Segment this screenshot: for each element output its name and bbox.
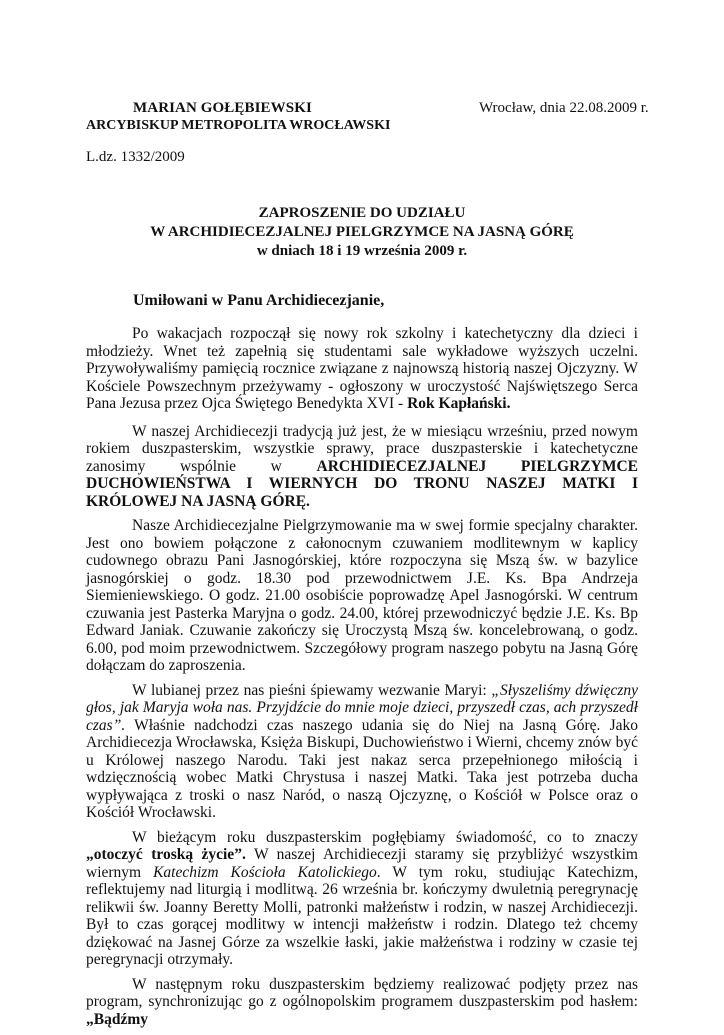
sender-name: MARIAN GOŁĘBIEWSKI [133,100,312,116]
paragraph-3 [86,517,638,675]
paragraph-5-italic: Katechizm Kościoła Katolickiego [153,863,377,881]
place-date: Wrocław, dnia 22.08.2009 r. [479,100,649,116]
title-line-1: ZAPROSZENIE DO UDZIAŁU [258,205,466,221]
paragraph-5-text-b: W naszej Archidiecezji staramy się przybliżyć wszystkim wiernym [86,846,638,881]
title-line-2: W ARCHIDIECEZJALNEJ PIELGRZYMCE NA JASNĄ GÓRĘ [150,224,574,240]
paragraph-6-text: W następnym roku duszpasterskim będziemy realizować podjęty przez nas program, synchronizując go z ogólnopolskim programem duszpasterskim pod hasłem: [86,975,638,1010]
paragraph-4-song-quote: „Słyszeliśmy dźwięczny głos, jak Maryja woła nas. Przyjdźcie do mnie moje dzieci, przyszedł czas, ach przyszedł czas”. [86,681,638,734]
paragraph-6-bold: „Bądźmy [86,1010,148,1028]
title-line-3: w dniach 18 i 19 września 2009 r. [256,243,468,259]
sender-title: ARCYBISKUP METROPOLITA WROCŁAWSKI [86,118,391,133]
paragraph-2-text: W naszej Archidiecezji tradycją już jest, że w miesiącu wrześniu, przed nowym rokiem duszpasterskim, wszystkie sprawy, prace duszpasterskie i katechetyczne zanosimy wspólnie w [86,422,638,475]
paragraph-2 [86,423,638,511]
paragraph-1-bold: Rok Kapłański. [407,395,511,412]
paragraph-5-text-a: W bieżącym roku duszpasterskim pogłębiamy świadomość, co to znaczy [132,828,638,846]
paragraph-5-text-c: . W tym roku, studiując Katechizm, reflektujemy nad liturgią i modlitwą. 26 września br. kończymy dwuletnią peregrynację relikwii św. Joanny Beretty Molli, patronki małżeństw i rodzin, w naszej Archidiecezji. Był to czas gorącej modlitwy w intencji małżeństw i rodzin. Dlatego też chcemy dziękować na Jasnej Górze za wszelkie łaski, jakie małżeństwa i rodziny w czasie tej peregrynacji otrzymały. [86,863,638,968]
paragraph-3-text: Nasze Archidiecezjalne Pielgrzymowanie ma w swej formie specjalny charakter. Jest ono bowiem połączone z całonocnym czuwaniem modlitewnym w kaplicy cudownego obrazu Pani Jasnogórskiej, które rozpoczyna się Mszą św. w bazylice jasnogórskiej o godz. 18.30 pod przewodnictwem J.E. Ks. Bpa Andrzeja Siemieniewskiego. O godz. 21.00 osobiście poprowadzę Apel Jasnogórski. W centrum czuwania jest Pasterka Maryjna o godz. 24.00, której przewodniczyć będzie J.E. Ks. Bp Edward Janiak. Czuwanie zakończy się Uroczystą Mszą św. koncelebrowaną, o godz. 6.00, pod moim przewodnictwem. Szczegółowy program naszego pobytu na Jasną Górę dołączam do zaproszenia. [86,517,638,674]
paragraph-2-bold: ARCHIDIECEZJALNEJ PIELGRZYMCE DUCHOWIEŃSTWA I WIERNYCH DO TRONU NASZEJ MATKI I KRÓLOWEJ NA JASNĄ GÓRĘ. [86,457,638,510]
paragraph-5 [86,829,638,969]
paragraph-1-text: Po wakacjach rozpoczął się nowy rok szkolny i katechetyczny dla dzieci i młodzieży. Wnet też zapełnią się studentami sale wykładowe wyższych uczelni. Przywoływaliśmy pamięcią rocznice związane z najnowszą historią naszej Ojczyzny. W Kościele Powszechnym przeżywamy - ogłoszony w uroczystość Najświętszego Serca Pana Jezusa przez Ojca Świętego Benedykta XVI - [86,325,638,412]
letter-body [86,325,638,1035]
reference-number: L.dz. 1332/2009 [86,149,185,165]
paragraph-5-bold: „otoczyć troską życie”. [86,846,246,863]
paragraph-4-text-b: Właśnie nadchodzi czas naszego udania się do Niej na Jasną Górę. Jako Archidiecezja Wrocławska, Księża Biskupi, Duchowieństwo i Wierni, chcemy znów być u Królowej naszego Narodu. Taki jest nakaz serca przepełnionego miłością i wdzięcznością wobec Matki Chrystusa i naszej Matki. Taka jest potrzeba ducha wypływająca z troski o nasz Naród, o naszą Ojczyznę, o Kościół w Polsce oraz o Kościół Wrocławski. [86,716,638,821]
letter-title [0,204,724,261]
paragraph-4 [86,682,638,822]
paragraph-6 [86,976,638,1029]
paragraph-4-text-a: W lubianej przez nas pieśni śpiewamy wezwanie Maryi: [132,681,492,699]
paragraph-1 [86,325,638,413]
salutation: Umiłowani w Panu Archidiecezjanie, [133,292,385,309]
